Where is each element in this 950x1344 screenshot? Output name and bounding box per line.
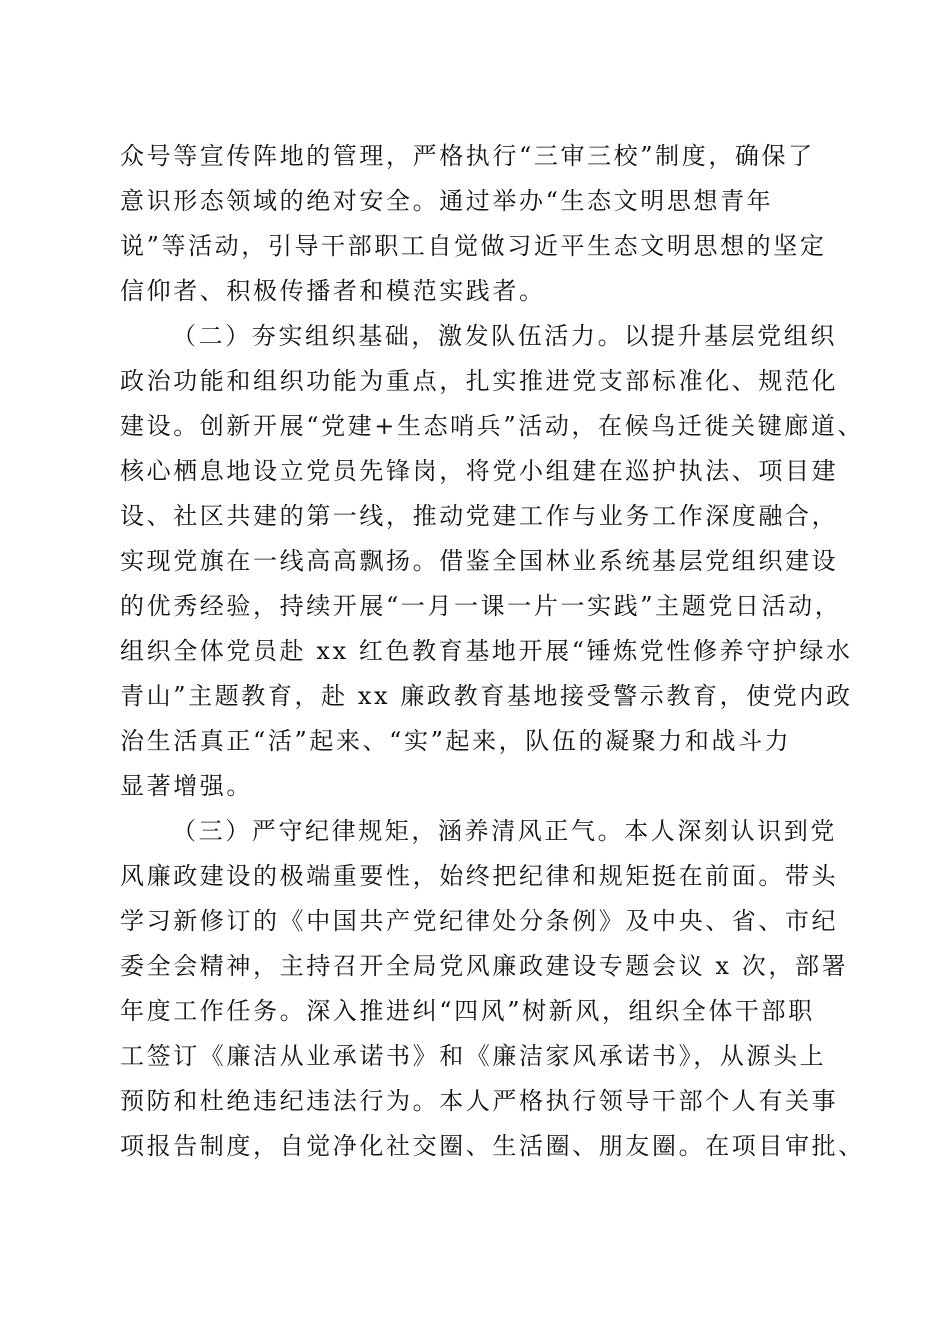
text-line: 年度工作任务。深入推进纠“四风”树新风，组织全体干部职 <box>120 997 815 1025</box>
text-line: 众号等宣传阵地的管理，严格执行“三审三校”制度，确保了 <box>120 142 815 170</box>
text-line: 信仰者、积极传播者和模范实践者。 <box>120 277 546 305</box>
text-line: 的优秀经验，持续开展“一月一课一片一实践”主题党日活动， <box>120 592 842 620</box>
text-line: 实现党旗在一线高高飘扬。借鉴全国林业系统基层党组织建设 <box>120 547 839 575</box>
text-line: 核心栖息地设立党员先锋岗，将党小组建在巡护执法、项目建 <box>120 457 839 485</box>
text-line: 预防和杜绝违纪违法行为。本人严格执行领导干部个人有关事 <box>120 1087 839 1115</box>
section-three-heading-line: （三）严守纪律规矩，涵养清风正气。本人深刻认识到党 <box>172 817 837 845</box>
text-line: 意识形态领域的绝对安全。通过举办“生态文明思想青年 <box>120 187 774 215</box>
section-two-heading-line: （二）夯实组织基础，激发队伍活力。以提升基层党组织 <box>172 322 837 350</box>
text-line: 建设。创新开展“党建+生态哨兵”活动，在候鸟迁徙关键廊道、 <box>120 412 865 440</box>
text-line: 风廉政建设的极端重要性，始终把纪律和规矩挺在前面。带头 <box>120 862 839 890</box>
text-line: 项报告制度，自觉净化社交圈、生活圈、朋友圈。在项目审批、 <box>120 1132 865 1160</box>
text-line: 政治功能和组织功能为重点，扎实推进党支部标准化、规范化 <box>120 367 839 395</box>
text-line: 治生活真正“活”起来、“实”起来，队伍的凝聚力和战斗力 <box>120 727 792 755</box>
text-line: 说”等活动，引导干部职工自觉做习近平生态文明思想的坚定 <box>120 232 827 260</box>
text-line: 学习新修订的《中国共产党纪律处分条例》及中央、省、市纪 <box>120 907 839 935</box>
text-line: 组织全体党员赴 xx 红色教育基地开展“锤炼党性修养守护绿水 <box>120 637 853 665</box>
document-body <box>120 134 865 1169</box>
text-line: 设、社区共建的第一线，推动党建工作与业务工作深度融合， <box>120 502 839 530</box>
text-line: 委全会精神，主持召开全局党风廉政建设专题会议 x 次，部署 <box>120 952 849 980</box>
text-line: 工签订《廉洁从业承诺书》和《廉洁家风承诺书》，从源头上 <box>120 1042 827 1070</box>
text-line: 显著增强。 <box>120 772 253 800</box>
text-line: 青山”主题教育，赴 xx 廉政教育基地接受警示教育，使党内政 <box>120 682 853 710</box>
